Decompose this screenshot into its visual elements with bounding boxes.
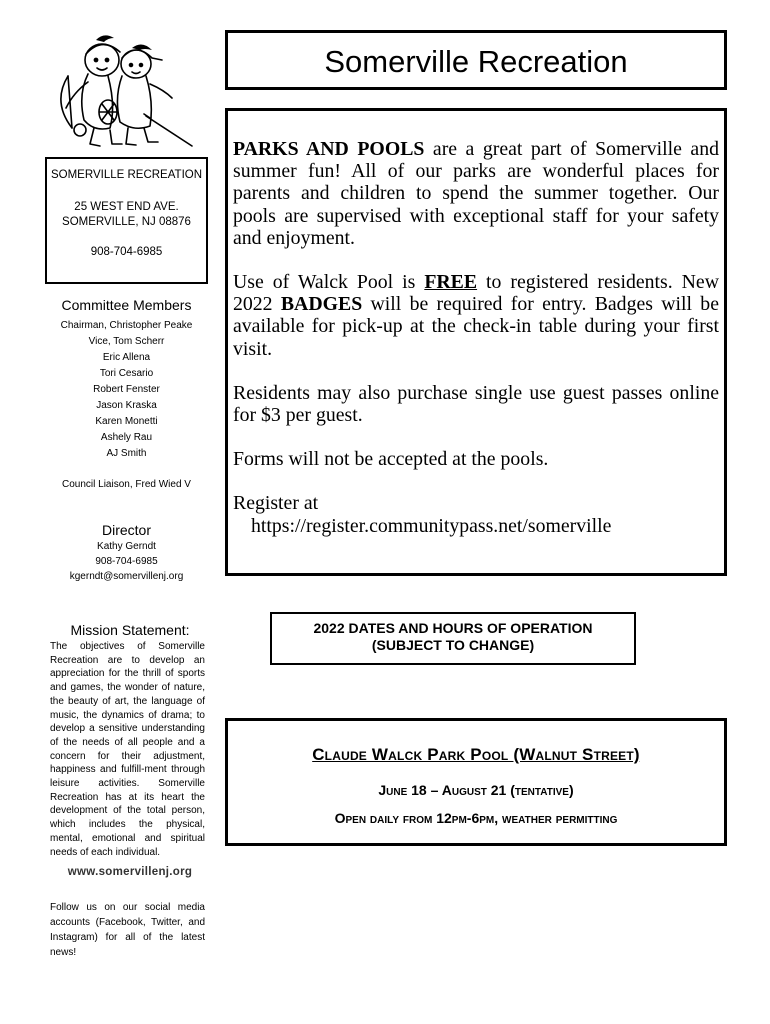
- intro-text: are a great part of Somerville and summer fun! All of our parks are wonderful places for parents and children to spend the summer together. Our pools are supervised with exceptional staff for your safety and enjoyment.: [233, 138, 719, 249]
- address-line-1: 25 WEST END AVE.: [74, 201, 179, 213]
- badge-text-c: will be required for entry. Badges will be available for pick-up at the check-in table during your first visit.: [233, 293, 719, 360]
- parks-pools-bold: PARKS AND POOLS: [233, 138, 425, 160]
- contact-info-box: [45, 157, 208, 284]
- website-link[interactable]: www.somervillenj.org: [67, 866, 193, 878]
- dates-hours-box: [270, 612, 636, 665]
- badges-emphasis: BADGES: [280, 293, 363, 316]
- committee-member: Chairman, Christopher Peake: [60, 320, 193, 331]
- committee-member: Karen Monetti: [95, 416, 158, 427]
- pool-name: Claude Walck Park Pool (Walnut Street): [312, 745, 640, 764]
- committee-member: Jason Kraska: [96, 400, 157, 411]
- pool-info-box: [225, 718, 727, 846]
- director-phone: 908-704-6985: [95, 556, 158, 567]
- council-liaison: Council Liaison, Fred Wied V: [62, 479, 191, 490]
- forms-paragraph: Forms will not be accepted at the pools.: [233, 448, 549, 471]
- guest-pass-paragraph: Residents may also purchase single use guest passes online for $3 per guest.: [233, 381, 719, 427]
- parks-pools-info-box: [225, 108, 727, 576]
- badge-text-a: Use of Walck Pool is: [233, 271, 425, 294]
- recreation-mascot-logo: [50, 30, 202, 158]
- committee-member: Eric Allena: [102, 352, 151, 363]
- intro-paragraph: [233, 138, 719, 249]
- office-phone: 908-704-6985: [90, 246, 163, 258]
- director-email[interactable]: kgerndt@somervillenj.org: [69, 571, 184, 582]
- dates-heading: 2022 DATES AND HOURS OF OPERATION: [313, 620, 593, 636]
- committee-member: Vice, Tom Scherr: [88, 336, 165, 347]
- badge-paragraph: [233, 271, 719, 360]
- register-label: Register at: [233, 492, 319, 515]
- committee-member: Tori Cesario: [99, 368, 154, 379]
- director-heading: Director: [101, 522, 151, 538]
- pool-dates: June 18 – August 21 (tentative): [378, 782, 574, 798]
- badge-text-b: to registered residents. New 2022: [233, 271, 719, 316]
- page-title-box: [225, 30, 727, 90]
- register-url[interactable]: https://register.communitypass.net/somerville: [251, 514, 612, 537]
- committee-heading: Committee Members: [61, 297, 192, 313]
- committee-member: AJ Smith: [106, 448, 147, 459]
- mission-text: The objectives of Somerville Recreation are to develop an appreciation for the thrill of sports and games, the wonder of nature, the beauty of art, the language of music, the dynamics of drama; to develop a sensitive understanding of the needs of all people and a concern for their adjustment, happiness and fulfill-ment through leisure activities. Somerville Recreation has at its heart the development of the total person, which includes the physical, mental, emotional and spiritual needs of each individual.: [50, 641, 205, 858]
- address-line-2: SOMERVILLE, NJ 08876: [62, 216, 191, 228]
- pool-hours: Open daily from 12pm-6pm, weather permitting: [334, 810, 618, 826]
- org-name: SOMERVILLE RECREATION: [50, 169, 203, 181]
- committee-member: Robert Fenster: [93, 384, 160, 395]
- dates-subheading: (SUBJECT TO CHANGE): [371, 637, 535, 653]
- director-name: Kathy Gerndt: [97, 541, 156, 552]
- committee-member: Ashely Rau: [100, 432, 153, 443]
- free-emphasis: FREE: [424, 271, 478, 294]
- mission-heading: Mission Statement:: [70, 622, 190, 638]
- page-title: Somerville Recreation: [324, 44, 628, 79]
- social-media-note: Follow us on our social media accounts (Facebook, Twitter, and Instagram) for all of the latest news!: [50, 902, 205, 958]
